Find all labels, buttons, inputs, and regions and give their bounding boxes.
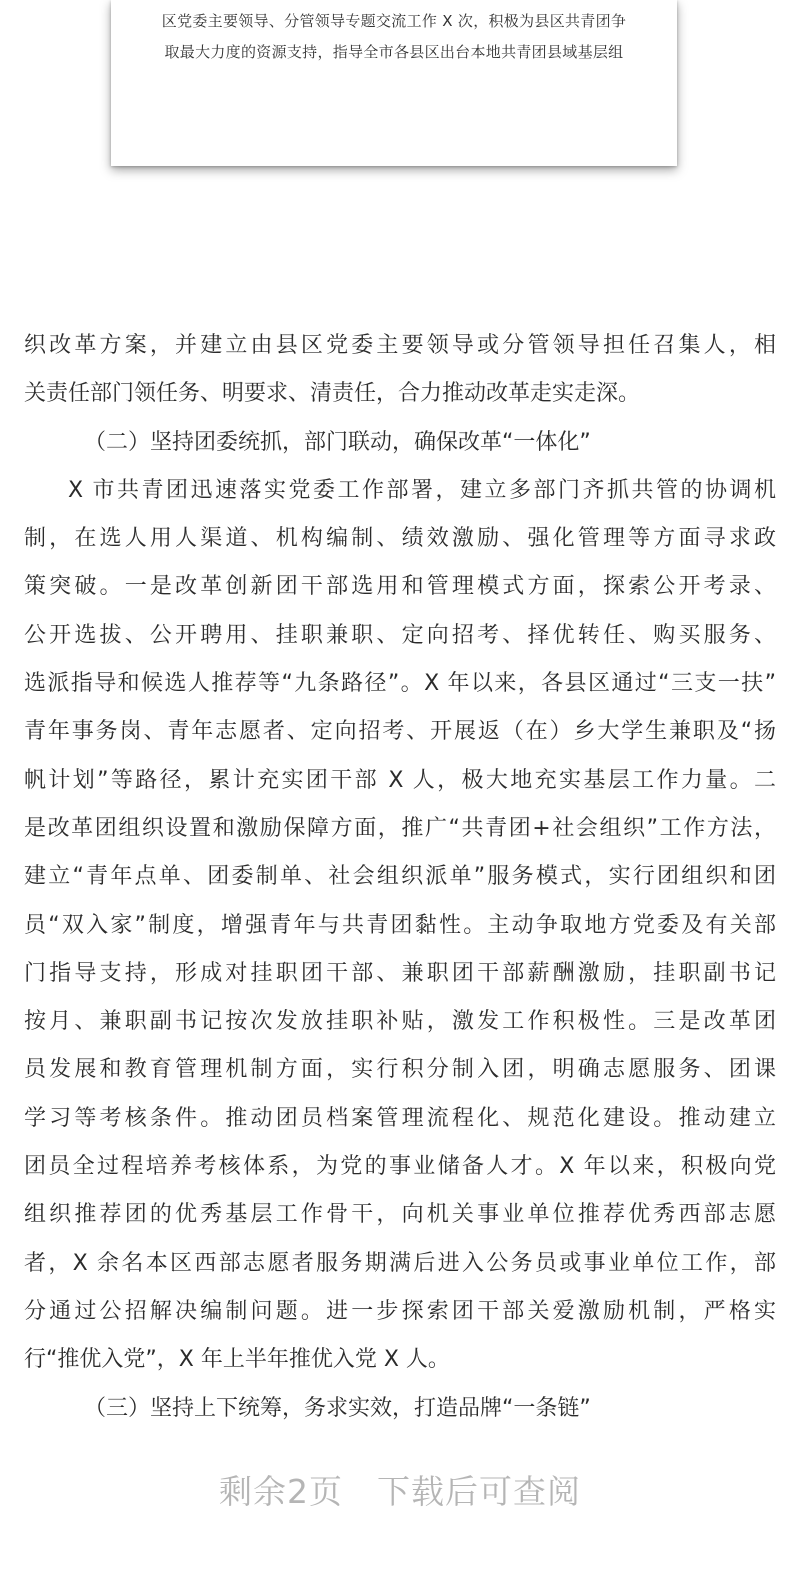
paragraph-line: 组织推荐团的优秀基层工作骨干，向机关事业单位推荐优秀西部志愿 — [24, 1202, 776, 1228]
paragraph-line: 公开选拔、公开聘用、挂职兼职、定向招考、择优转任、购买服务、 — [24, 622, 776, 648]
paragraph-line: 织改革方案，并建立由县区党委主要领导或分管领导担任召集人，相 — [24, 333, 776, 358]
document-body — [24, 322, 776, 1433]
paragraph-line: 按月、兼职副书记按次发放挂职补贴，激发工作积极性。三是改革团 — [24, 1009, 776, 1035]
paragraph-line: 关责任部门领任务、明要求、清责任，合力推动改革走实走深。 — [24, 381, 641, 407]
paragraph-line: 学习等考核条件。推动团员档案管理流程化、规范化建设。推动建立 — [24, 1105, 776, 1131]
paragraph-line: 选派指导和候选人推荐等“九条路径”。X 年以来，各县区通过“三支一扶” — [24, 671, 776, 697]
paragraph-line: 建立“青年点单、团委制单、社会组织派单”服务模式，实行团组织和团 — [24, 864, 776, 890]
remaining-pages-note[interactable]: 剩余2页 下载后可查阅 — [219, 1472, 581, 1511]
paragraph-line: 行“推优入党”，X 年上半年推优入党 X 人。 — [24, 1347, 450, 1373]
paragraph-line: 门指导支持，形成对挂职团干部、兼职团干部薪酬激励，挂职副书记 — [24, 960, 776, 986]
paragraph-line: 者，X 余名本区西部志愿者服务期满后进入公务员或事业单位工作，部 — [24, 1250, 776, 1276]
paragraph-line: X 市共青团迅速落实党委工作部署，建立多部门齐抓共管的协调机 — [68, 477, 776, 503]
paragraph-line: 帆计划”等路径，累计充实团干部 X 人，极大地充实基层工作力量。二 — [24, 767, 776, 793]
preview-line: 取最大力度的资源支持，指导全市各县区出台本地共青团县域基层组 — [164, 43, 624, 61]
section-heading: （三）坚持上下统筹，务求实效，打造品牌“一条链” — [84, 1395, 591, 1421]
previous-page-preview — [111, 0, 677, 166]
paragraph-line: 员“双入家”制度，增强青年与共青团黏性。主动争取地方党委及有关部 — [24, 912, 776, 938]
paragraph-line: 分通过公招解决编制问题。进一步探索团干部关爱激励机制，严格实 — [24, 1298, 776, 1324]
paragraph-line: 青年事务岗、青年志愿者、定向招考、开展返（在）乡大学生兼职及“扬 — [24, 719, 776, 745]
paragraph-line: 策突破。一是改革创新团干部选用和管理模式方面，探索公开考录、 — [24, 574, 776, 600]
preview-line: 区党委主要领导、分管领导专题交流工作 X 次，积极为县区共青团争 — [161, 12, 627, 30]
paragraph-line: 团员全过程培养考核体系，为党的事业储备人才。X 年以来，积极向党 — [24, 1154, 776, 1180]
section-heading: （二）坚持团委统抓，部门联动，确保改革“一体化” — [84, 429, 591, 455]
paragraph-line: 员发展和教育管理机制方面，实行积分制入团，明确志愿服务、团课 — [24, 1057, 776, 1083]
paragraph-line: 是改革团组织设置和激励保障方面，推广“共青团+社会组织”工作方法， — [24, 815, 776, 841]
paragraph-line: 制，在选人用人渠道、机构编制、绩效激励、强化管理等方面寻求政 — [24, 526, 776, 552]
